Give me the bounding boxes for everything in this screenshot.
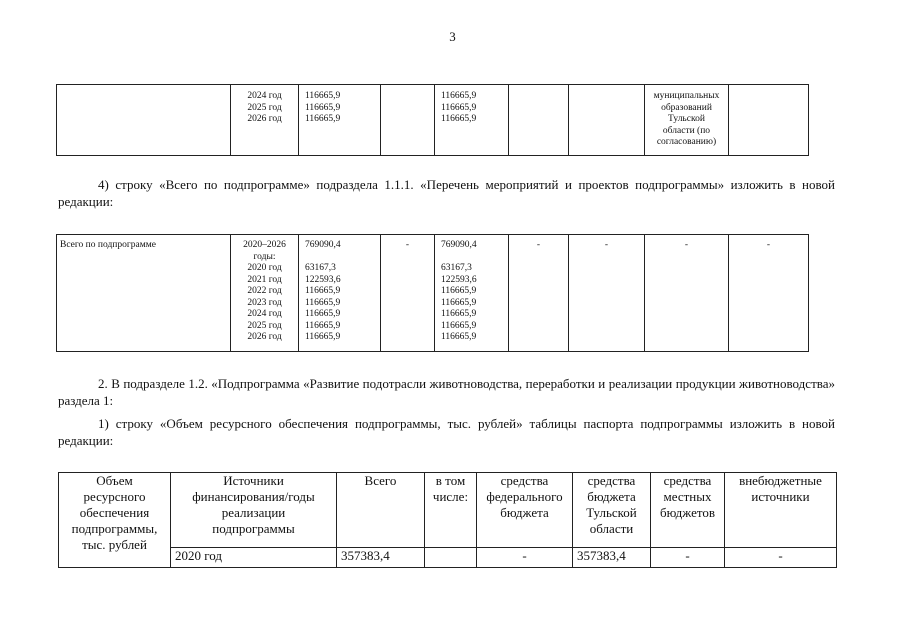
header-federal: средства федерального бюджета xyxy=(477,473,573,548)
table-continuation xyxy=(56,84,809,156)
header-extra: внебюджетные источники xyxy=(725,473,837,548)
header-including: в том числе: xyxy=(425,473,477,548)
municipal-note-cell: муниципальных образований Тульской области (по согласованию) xyxy=(645,85,729,156)
paragraph-3: 1) строку «Объем ресурсного обеспечения подпрограммы, тыс. рублей» таблицы паспорта подпрограммы изложить в новой редакции: xyxy=(58,416,835,448)
total-cell: 116665,9 116665,9 116665,9 xyxy=(299,85,381,156)
total-cell: 769090,4 63167,3 122593,6 116665,9 116665,9 116665,9 116665,9 116665,9 xyxy=(299,235,381,352)
row-federal: - xyxy=(477,548,573,568)
regional-cell: 116665,9 116665,9 116665,9 xyxy=(435,85,509,156)
dash-cell: - xyxy=(569,235,645,352)
years-cell: 2024 год 2025 год 2026 год xyxy=(231,85,299,156)
header-regional: средства бюджета Тульской области xyxy=(573,473,651,548)
row-total: 357383,4 xyxy=(337,548,425,568)
empty-cell xyxy=(569,85,645,156)
row-label: Всего по подпрограмме xyxy=(57,235,231,352)
empty-cell xyxy=(509,85,569,156)
page-number: 3 xyxy=(449,29,456,44)
empty-cell xyxy=(381,85,435,156)
paragraph-1: 4) строку «Всего по подпрограмме» подраздела 1.1.1. «Перечень мероприятий и проектов подпрограммы» изложить в новой редакции: xyxy=(58,177,835,209)
header-volume: Объем ресурсного обеспечения подпрограммы, тыс. рублей xyxy=(59,473,171,568)
dash-cell: - xyxy=(645,235,729,352)
row-local: - xyxy=(651,548,725,568)
table-subprogram-total xyxy=(56,234,809,352)
regional-cell: 769090,4 63167,3 122593,6 116665,9 116665,9 116665,9 116665,9 116665,9 xyxy=(435,235,509,352)
table-resource-volume xyxy=(58,472,837,568)
row-extra: - xyxy=(725,548,837,568)
row-regional: 357383,4 xyxy=(573,548,651,568)
row-including xyxy=(425,548,477,568)
dash-cell: - xyxy=(509,235,569,352)
paragraph-2: 2. В подразделе 1.2. «Подпрограмма «Развитие подотрасли животноводства, переработки и реализации продукции животноводства» раздела 1: xyxy=(58,376,835,408)
header-sources: Источники финансирования/годы реализации подпрограммы xyxy=(171,473,337,548)
row-year: 2020 год xyxy=(171,548,337,568)
empty-cell xyxy=(57,85,231,156)
years-cell: 2020–2026 годы: 2020 год 2021 год 2022 год 2023 год 2024 год 2025 год 2026 год xyxy=(231,235,299,352)
header-local: средства местных бюджетов xyxy=(651,473,725,548)
header-total: Всего xyxy=(337,473,425,548)
dash-cell: - xyxy=(729,235,809,352)
dash-cell: - xyxy=(381,235,435,352)
empty-cell xyxy=(729,85,809,156)
